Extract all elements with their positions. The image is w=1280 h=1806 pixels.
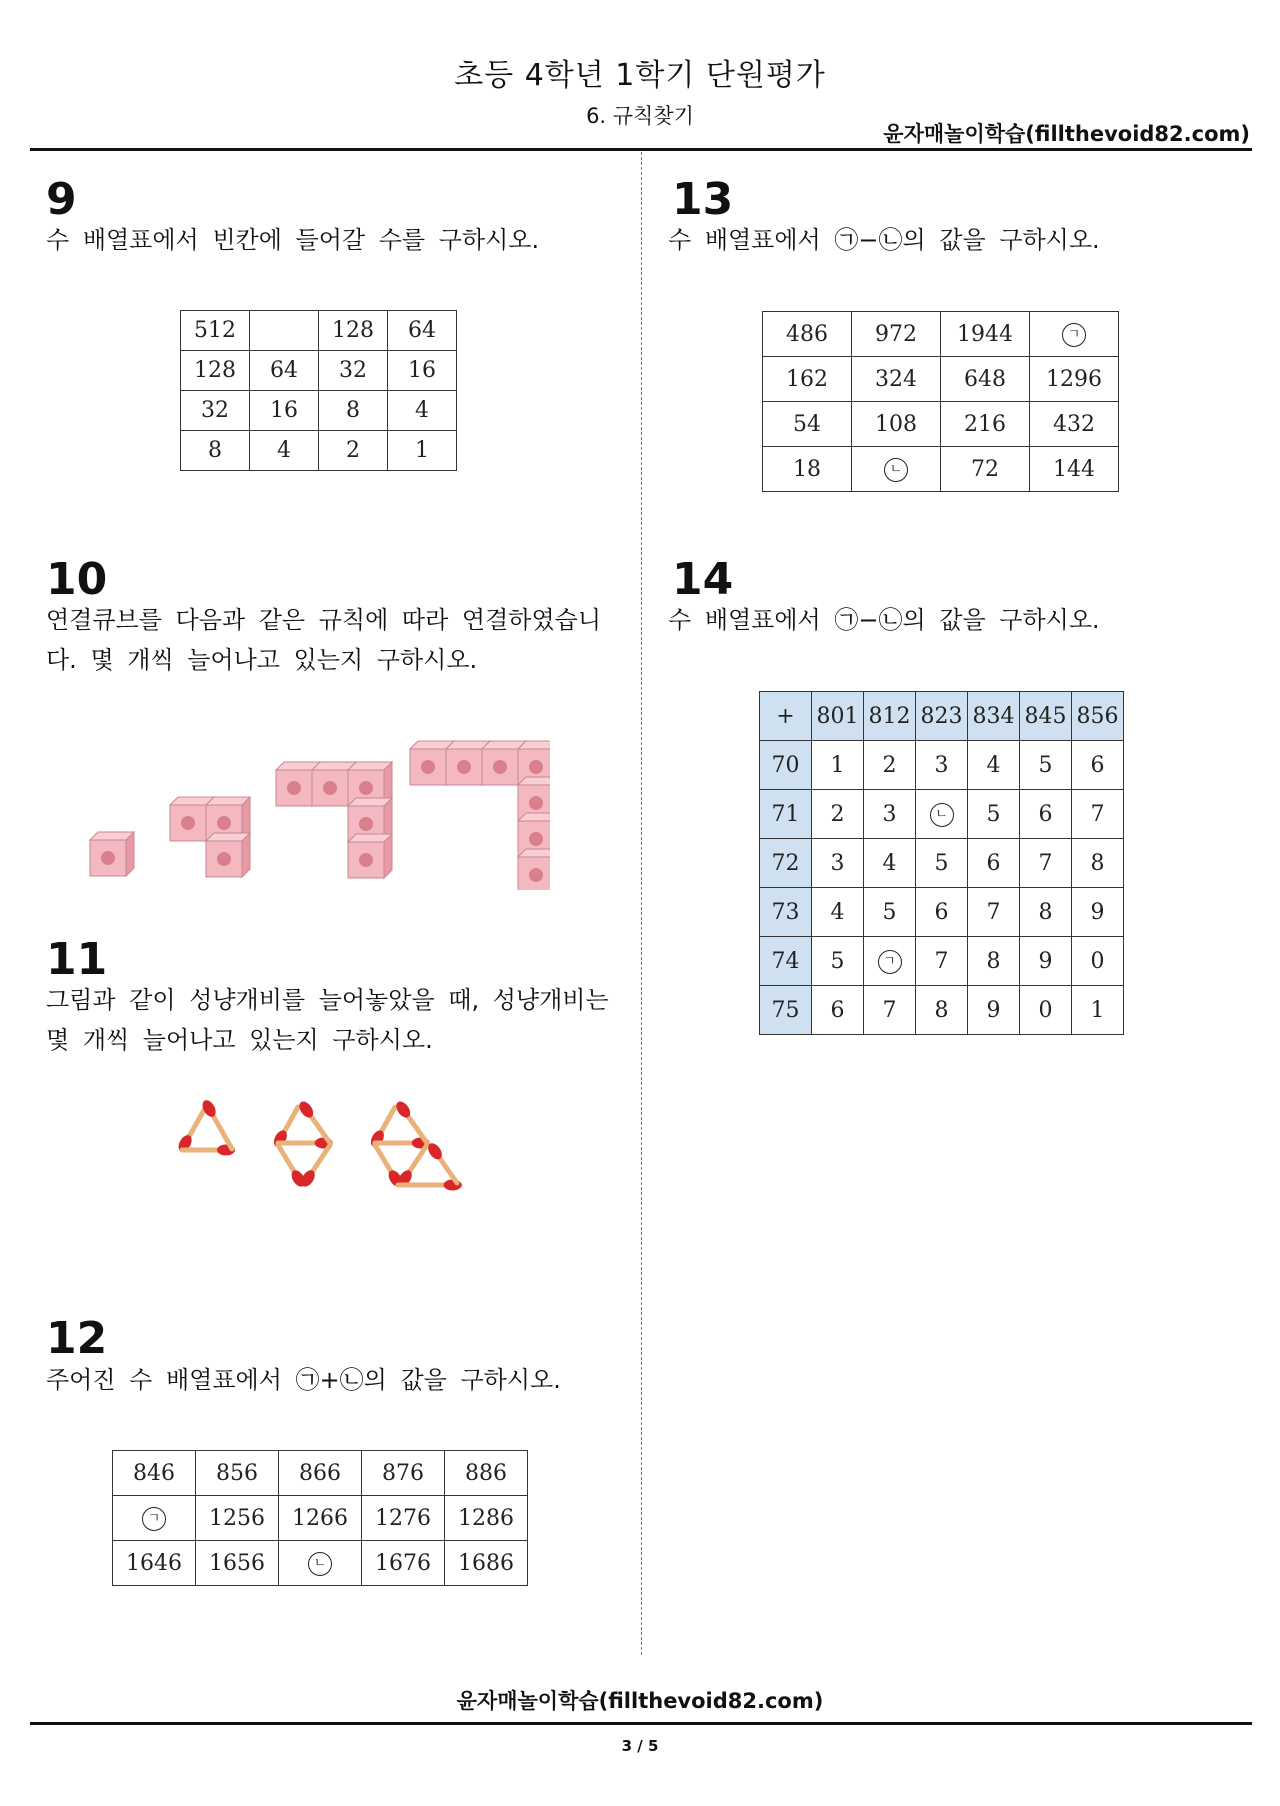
- blank-marker-giyeok: ㄱ: [1062, 323, 1086, 347]
- matchstick: [200, 1098, 232, 1149]
- table-cell: [852, 447, 941, 492]
- question-10-text-line2: 다. 몇 개씩 늘어나고 있는지 구하시오.: [46, 646, 478, 674]
- matchstick: [182, 1145, 235, 1156]
- table-header-cell: 801: [812, 692, 864, 741]
- table-cell: 1256: [196, 1496, 279, 1541]
- table-row-header-cell: 73: [760, 888, 812, 937]
- cube-e3: [518, 849, 550, 890]
- table-cell: 6: [812, 986, 864, 1035]
- table-cell: 6: [916, 888, 968, 937]
- table-cell: 3: [812, 839, 864, 888]
- question-14-addition-table: [759, 691, 1124, 1035]
- table-row: [760, 888, 1124, 937]
- table-cell: 856: [196, 1451, 279, 1496]
- table-cell: 1686: [445, 1541, 528, 1586]
- table-cell: 216: [941, 402, 1030, 447]
- table-cell: 1296: [1030, 357, 1119, 402]
- table-cell: 1: [388, 431, 457, 471]
- unit-subtitle: 6. 규칙찾기: [586, 104, 694, 128]
- table-cell: 6: [1020, 790, 1072, 839]
- table-cell: 324: [852, 357, 941, 402]
- table-cell: 72: [941, 447, 1030, 492]
- question-12-text: 주어진 수 배열표에서 ㉠+㉡의 값을 구하시오.: [46, 1366, 561, 1394]
- question-9-text: 수 배열표에서 빈칸에 들어갈 수를 구하시오.: [46, 226, 540, 254]
- table-cell: 486: [763, 312, 852, 357]
- table-cell: 16: [250, 391, 319, 431]
- header-brand: 윤자매놀이학습(fillthevoid82.com): [883, 122, 1250, 146]
- table-cell: 1266: [279, 1496, 362, 1541]
- blank-marker-nieun: ㄴ: [884, 458, 908, 482]
- table-cell: [250, 311, 319, 351]
- table-cell: 846: [113, 1451, 196, 1496]
- table-header-cell: 812: [864, 692, 916, 741]
- table-cell: 3: [864, 790, 916, 839]
- table-cell: 2: [812, 790, 864, 839]
- footer-brand: 윤자매놀이학습(fillthevoid82.com): [456, 1689, 824, 1713]
- table-cell: 3: [916, 741, 968, 790]
- table-row: [181, 351, 457, 391]
- question-13-table: [762, 311, 1119, 492]
- table-header-row: [760, 692, 1124, 741]
- table-cell: [916, 790, 968, 839]
- blank-marker-nieun: ㄴ: [930, 803, 954, 827]
- table-cell: [113, 1496, 196, 1541]
- connecting-cubes-illustration: [80, 735, 550, 890]
- table-cell: 2: [319, 431, 388, 471]
- table-cell: 9: [1072, 888, 1124, 937]
- column-divider: [641, 152, 642, 1655]
- question-11-text-line2: 몇 개씩 늘어나고 있는지 구하시오.: [46, 1026, 433, 1054]
- table-row: [760, 790, 1124, 839]
- table-cell: 8: [1072, 839, 1124, 888]
- table-cell: 1676: [362, 1541, 445, 1586]
- table-cell: 1944: [941, 312, 1030, 357]
- page-number: 3 / 5: [621, 1737, 659, 1755]
- question-9-table: [180, 310, 457, 471]
- table-row: [763, 447, 1119, 492]
- table-cell: 4: [864, 839, 916, 888]
- question-13-table-wrap: [762, 311, 1119, 492]
- table-cell: 64: [388, 311, 457, 351]
- table-cell: [279, 1541, 362, 1586]
- table-row: [760, 937, 1124, 986]
- table-cell: 1656: [196, 1541, 279, 1586]
- table-row: [113, 1451, 528, 1496]
- table-cell: 128: [181, 351, 250, 391]
- table-row-header-cell: 75: [760, 986, 812, 1035]
- matchstick: [395, 1145, 427, 1189]
- table-cell: 18: [763, 447, 852, 492]
- table-cell: 7: [1020, 839, 1072, 888]
- table-cell: 4: [388, 391, 457, 431]
- table-cell: 16: [388, 351, 457, 391]
- question-11-text-line1: 그림과 같이 성냥개비를 늘어놓았을 때, 성냥개비는: [46, 986, 609, 1014]
- table-header-cell: 856: [1072, 692, 1124, 741]
- table-cell: 4: [250, 431, 319, 471]
- cube-a1: [90, 832, 134, 876]
- table-row: [181, 311, 457, 351]
- header-rule: [30, 148, 1252, 151]
- question-14-table-wrap: [759, 691, 1124, 1035]
- table-cell: 0: [1072, 937, 1124, 986]
- cube-b3: [206, 833, 250, 877]
- question-12-table: [112, 1450, 528, 1586]
- table-row: [113, 1496, 528, 1541]
- table-cell: 7: [968, 888, 1020, 937]
- table-cell: 5: [968, 790, 1020, 839]
- table-cell: [1030, 312, 1119, 357]
- table-cell: [864, 937, 916, 986]
- matchstick: [298, 1145, 330, 1189]
- table-cell: 8: [916, 986, 968, 1035]
- table-cell: 7: [864, 986, 916, 1035]
- table-cell: 32: [319, 351, 388, 391]
- table-cell: 1: [812, 741, 864, 790]
- table-cell: 0: [1020, 986, 1072, 1035]
- table-row: [760, 741, 1124, 790]
- table-row: [763, 312, 1119, 357]
- table-cell: 128: [319, 311, 388, 351]
- table-row: [181, 431, 457, 471]
- table-row: [763, 402, 1119, 447]
- cube-c5: [348, 834, 392, 878]
- matchsticks-illustration: [170, 1095, 480, 1230]
- table-cell: 5: [1020, 741, 1072, 790]
- table-cell: 8: [319, 391, 388, 431]
- table-cell: 886: [445, 1451, 528, 1496]
- question-9-number: 9: [46, 174, 77, 225]
- table-cell: 1646: [113, 1541, 196, 1586]
- question-11-number: 11: [46, 934, 108, 985]
- table-cell: 7: [1072, 790, 1124, 839]
- table-cell: 866: [279, 1451, 362, 1496]
- table-cell: 1: [1072, 986, 1124, 1035]
- table-cell: 8: [968, 937, 1020, 986]
- table-row: [760, 839, 1124, 888]
- table-cell: 6: [968, 839, 1020, 888]
- question-12-table-wrap: [112, 1450, 528, 1586]
- table-cell: 4: [812, 888, 864, 937]
- table-row-header-cell: 74: [760, 937, 812, 986]
- table-cell: 2: [864, 741, 916, 790]
- table-header-cell: 845: [1020, 692, 1072, 741]
- table-row: [760, 986, 1124, 1035]
- table-cell: 5: [916, 839, 968, 888]
- table-cell: 5: [864, 888, 916, 937]
- table-cell: 1276: [362, 1496, 445, 1541]
- question-10-text-line1: 연결큐브를 다음과 같은 규칙에 따라 연결하였습니: [46, 606, 602, 634]
- table-cell: 1286: [445, 1496, 528, 1541]
- table-cell: 32: [181, 391, 250, 431]
- matchstick: [176, 1103, 208, 1154]
- table-cell: 648: [941, 357, 1030, 402]
- table-cell: 6: [1072, 741, 1124, 790]
- question-10-number: 10: [46, 554, 108, 605]
- table-cell: 972: [852, 312, 941, 357]
- table-cell: 144: [1030, 447, 1119, 492]
- table-row-header-cell: 71: [760, 790, 812, 839]
- footer-rule: [30, 1722, 1252, 1725]
- matchstick: [425, 1141, 457, 1183]
- table-cell: 4: [968, 741, 1020, 790]
- table-cell: 8: [1020, 888, 1072, 937]
- table-cell: 9: [968, 986, 1020, 1035]
- matchstick: [297, 1099, 330, 1143]
- question-13-number: 13: [672, 174, 734, 225]
- table-row: [181, 391, 457, 431]
- question-14-text: 수 배열표에서 ㉠−㉡의 값을 구하시오.: [668, 606, 1100, 634]
- table-cell: 108: [852, 402, 941, 447]
- blank-marker-nieun: ㄴ: [308, 1552, 332, 1576]
- table-row: [113, 1541, 528, 1586]
- table-header-cell: 823: [916, 692, 968, 741]
- table-cell: 876: [362, 1451, 445, 1496]
- table-row: [763, 357, 1119, 402]
- question-9-table-wrap: [180, 310, 457, 471]
- table-row-header-cell: 70: [760, 741, 812, 790]
- question-14-number: 14: [672, 554, 734, 605]
- table-header-cell: +: [760, 692, 812, 741]
- table-cell: 7: [916, 937, 968, 986]
- table-cell: 8: [181, 431, 250, 471]
- question-12-number: 12: [46, 1313, 108, 1364]
- table-cell: 162: [763, 357, 852, 402]
- page-title: 초등 4학년 1학기 단원평가: [454, 58, 826, 93]
- blank-marker-giyeok: ㄱ: [878, 950, 902, 974]
- table-cell: 512: [181, 311, 250, 351]
- table-cell: 9: [1020, 937, 1072, 986]
- matchstick: [394, 1099, 427, 1143]
- table-cell: 54: [763, 402, 852, 447]
- table-header-cell: 834: [968, 692, 1020, 741]
- table-cell: 64: [250, 351, 319, 391]
- blank-marker-giyeok: ㄱ: [142, 1507, 166, 1531]
- question-13-text: 수 배열표에서 ㉠−㉡의 값을 구하시오.: [668, 226, 1100, 254]
- table-row-header-cell: 72: [760, 839, 812, 888]
- table-cell: 432: [1030, 402, 1119, 447]
- table-cell: 5: [812, 937, 864, 986]
